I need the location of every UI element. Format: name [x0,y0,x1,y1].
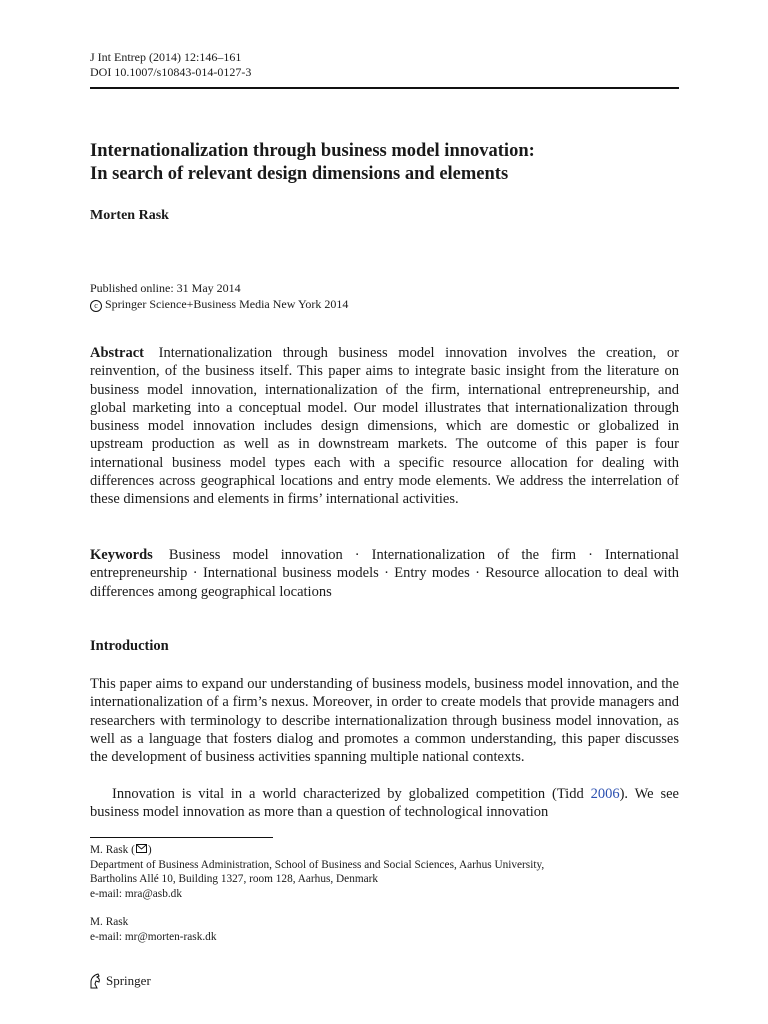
affiliation-line-2: Bartholins Allé 10, Building 1327, room 128, Aarhus, Denmark [90,873,379,885]
title-line-1: Internationalization through business model innovation: [90,141,535,161]
email-2[interactable]: e-mail: mr@morten-rask.dk [90,930,217,943]
journal-header [90,50,251,80]
author-footnote-close: ) [147,844,152,856]
author-footnote-name: M. Rask ( [90,844,135,856]
citation-link[interactable]: 2006 [590,786,620,802]
email-1[interactable]: e-mail: mra@asb.dk [90,887,182,900]
title-line-2: In search of relevant design dimensions and elements [90,163,509,184]
abstract-label: Abstract [90,345,144,361]
doi: DOI 10.1007/s10843-014-0127-3 [90,65,252,79]
author-name: Morten Rask [90,208,169,223]
keywords [90,546,679,601]
intro-paragraph-2-end: ). We see business model innovation as more than a question of technological innovation [90,786,679,821]
corresponding-author [90,843,690,858]
section-heading-introduction: Introduction [90,638,169,654]
publisher-name: Springer [106,973,151,988]
footnote-rule [90,837,273,838]
keywords-label: Keywords [90,547,153,563]
keywords-text: Business model innovation · Internationalization of the firm · International entrepreneurship · International business models · Entry modes · Resource allocation to deal with differences among geographical locations [90,547,680,600]
intro-paragraph-2-start: Innovation is vital in a world characterized by globalized competition (Tidd [112,786,591,802]
author-footnote-name-2: M. Rask [90,916,129,928]
copyright-icon: c [90,300,102,312]
paper-title [90,140,690,185]
footnotes [90,843,690,944]
publisher-logo [88,973,151,989]
publication-info [90,280,348,312]
abstract [90,344,679,509]
intro-paragraph-1: This paper aims to expand our understanding of business models, business model innovation, and the internationalization of a firm’s nexus. Moreover, in order to create models that provide managers and researchers with terminology to describe internationalization through business model innovation, as well as a language that fosters dialog and promotes a common understanding, this paper discusses the development of business activities spanning multiple national contexts. [90,676,679,766]
springer-horse-icon [88,973,102,989]
abstract-text: Internationalization through business model innovation involves the creation, or reinvention, of the business itself. This paper aims to integrate basic insight from the literature on business model innovation, internationalization of the firm, international entrepreneurship, and global marketing into a conceptual model. Our model illustrates that internationalization through business model innovation includes design dimensions, which are domestic or globalized in upstream production as well as in downstream markets. The outcome of this paper is four international business model types each with a specific resource allocation for dealing with differences across geographical locations and entry mode elements. We address the interrelation of these dimensions and elements in firms’ international activities. [90,345,679,508]
published-date: Published online: 31 May 2014 [90,281,241,295]
copyright-text: Springer Science+Business Media New York 2014 [105,297,349,311]
copyright-line [90,296,348,312]
header-rule [90,87,679,89]
affiliation-line-1: Department of Business Administration, School of Business and Social Sciences, Aarhus University, [90,858,545,871]
intro-paragraph-2 [90,785,679,822]
envelope-icon [136,844,147,853]
journal-citation: J Int Entrep (2014) 12:146–161 [90,50,242,64]
